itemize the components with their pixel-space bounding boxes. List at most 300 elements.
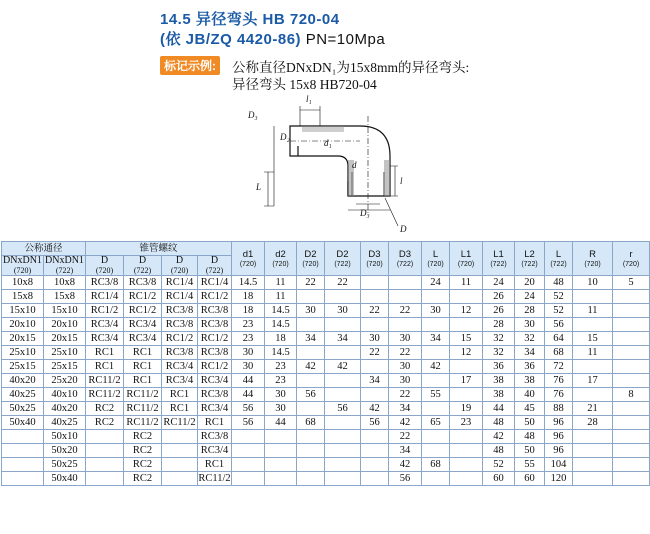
table-cell: RC1 (86, 360, 124, 374)
table-cell (613, 444, 650, 458)
table-cell: 23 (232, 318, 265, 332)
table-cell: 50x20 (44, 444, 86, 458)
table-row (2, 416, 650, 430)
table-cell: 32 (515, 332, 545, 346)
table-cell (297, 290, 325, 304)
table-cell: RC1/4 (162, 290, 198, 304)
table-cell (325, 458, 361, 472)
table-cell: 65 (422, 416, 450, 430)
table-row (2, 458, 650, 472)
table-cell (325, 416, 361, 430)
header-dn-722 (44, 256, 86, 276)
table-cell: 76 (545, 388, 573, 402)
pressure-rating: PN=10Mpa (301, 31, 386, 48)
table-cell: 30 (389, 374, 422, 388)
table-cell (265, 458, 297, 472)
table-cell: RC11/2 (124, 416, 162, 430)
table-cell: RC1/2 (198, 360, 232, 374)
header-col-std: (720) (239, 260, 257, 268)
header-col-std: (720) (457, 260, 475, 268)
table-cell: RC1/2 (198, 332, 232, 346)
table-cell: 11 (450, 276, 483, 290)
table-cell (573, 444, 613, 458)
table-cell: 34 (422, 332, 450, 346)
header-col-name: L2 (524, 248, 535, 260)
header-col-name: D (100, 255, 109, 266)
table-cell: RC3/8 (198, 318, 232, 332)
header-col-std: (720) (622, 260, 640, 268)
table-cell: RC1/2 (198, 290, 232, 304)
table-cell: RC1 (124, 346, 162, 360)
table-cell: 30 (297, 304, 325, 318)
header-col-std: (720) (366, 260, 383, 268)
table-cell: 18 (232, 290, 265, 304)
table-cell (422, 402, 450, 416)
table-row (2, 290, 650, 304)
table-cell: 96 (545, 416, 573, 430)
table-cell: 96 (545, 430, 573, 444)
header-col-name: d2 (275, 248, 286, 260)
table-cell: 14.5 (265, 304, 297, 318)
header-col-std: (722) (334, 260, 351, 268)
header-col-std: (722) (396, 260, 414, 268)
header-col-std: (722) (521, 260, 538, 268)
table-cell (86, 472, 124, 486)
header-col-std: (720) (302, 260, 319, 268)
header-col-name: D3 (368, 248, 381, 260)
table-cell: 68 (545, 346, 573, 360)
header-col-r-720 (573, 242, 613, 276)
table-row (2, 388, 650, 402)
table-cell: RC2 (124, 430, 162, 444)
table-cell: 5 (613, 276, 650, 290)
table-cell: 24 (422, 276, 450, 290)
table-cell: 32 (483, 346, 515, 360)
table-cell: 28 (573, 416, 613, 430)
table-cell: RC3/8 (124, 276, 162, 290)
table-cell: 15 (573, 332, 613, 346)
table-cell: 38 (515, 374, 545, 388)
table-cell: 36 (515, 360, 545, 374)
label-d1: d₁ (324, 138, 332, 148)
table-cell: 34 (325, 332, 361, 346)
table-cell (232, 472, 265, 486)
header-col-d-722 (198, 256, 232, 276)
table-row (2, 360, 650, 374)
table-cell (450, 290, 483, 304)
table-cell (613, 430, 650, 444)
table-cell (573, 360, 613, 374)
table-cell: 104 (545, 458, 573, 472)
label-D: D (400, 224, 407, 234)
table-cell: RC3/4 (124, 332, 162, 346)
table-cell (2, 444, 44, 458)
table-cell: 15x10 (2, 304, 44, 318)
header-col-name: L (432, 248, 439, 260)
table-cell (450, 388, 483, 402)
table-cell: 17 (573, 374, 613, 388)
table-cell: 42 (297, 360, 325, 374)
table-cell: 12 (450, 304, 483, 318)
table-cell (613, 458, 650, 472)
header-col-std: (722) (205, 266, 224, 275)
table-cell: 52 (545, 304, 573, 318)
table-cell: 40x20 (44, 402, 86, 416)
header-col-name: D (210, 255, 219, 266)
table-cell: 40x10 (44, 388, 86, 402)
header-col-std: (720) (95, 266, 114, 275)
table-cell (613, 290, 650, 304)
table-cell: 34 (389, 444, 422, 458)
table-cell: RC3/4 (124, 318, 162, 332)
table-cell (361, 276, 389, 290)
header-col-name: L1 (460, 248, 472, 260)
table-cell: 50 (515, 444, 545, 458)
table-cell: RC1/4 (162, 276, 198, 290)
table-cell: 11 (265, 290, 297, 304)
table-cell: 50 (515, 416, 545, 430)
header-col-d2-720 (265, 242, 297, 276)
table-cell: 52 (483, 458, 515, 472)
table-cell: 30 (265, 388, 297, 402)
table-cell: 44 (232, 374, 265, 388)
table-cell: 22 (389, 304, 422, 318)
example-badge: 标记示例: (160, 56, 220, 75)
table-cell: 11 (573, 346, 613, 360)
table-cell: 25x15 (2, 360, 44, 374)
table-cell: 72 (545, 360, 573, 374)
header-col-l-722 (545, 242, 573, 276)
table-cell (297, 430, 325, 444)
table-cell: 25x10 (44, 346, 86, 360)
table-cell (361, 472, 389, 486)
table-cell: RC2 (86, 416, 124, 430)
table-cell: RC1/4 (198, 276, 232, 290)
table-cell: 24 (515, 290, 545, 304)
label-l1: l₁ (306, 94, 312, 104)
table-row (2, 430, 650, 444)
table-cell: RC3/4 (198, 402, 232, 416)
table-cell (422, 444, 450, 458)
header-col-d1-720 (232, 242, 265, 276)
header-col-name: d1 (242, 248, 254, 260)
header-col-std: (720) (170, 266, 189, 275)
header-col-l1-720 (450, 242, 483, 276)
table-cell: 14.5 (265, 318, 297, 332)
header-col-name: L (555, 248, 562, 260)
table-cell (297, 444, 325, 458)
table-cell: 50x25 (2, 402, 44, 416)
table-row (2, 444, 650, 458)
table-cell: 48 (515, 430, 545, 444)
table-cell: 15x10 (44, 304, 86, 318)
table-cell: 38 (483, 388, 515, 402)
table-cell: RC1/2 (124, 304, 162, 318)
table-cell: RC1 (162, 402, 198, 416)
table-cell: 22 (389, 346, 422, 360)
table-cell: RC3/8 (198, 388, 232, 402)
table-cell: 30 (232, 346, 265, 360)
table-cell (573, 318, 613, 332)
table-cell: 25x20 (44, 374, 86, 388)
label-d3-bottom: D₃ (360, 208, 370, 218)
table-cell (361, 458, 389, 472)
table-cell: 68 (297, 416, 325, 430)
table-cell: 120 (545, 472, 573, 486)
table-cell: 56 (389, 472, 422, 486)
table-cell: 32 (483, 332, 515, 346)
table-cell: 42 (422, 360, 450, 374)
table-cell: RC1/4 (86, 290, 124, 304)
table-cell: 10x8 (2, 276, 44, 290)
label-L: L (256, 182, 262, 192)
table-cell (325, 472, 361, 486)
table-cell: RC1 (162, 388, 198, 402)
table-cell (389, 318, 422, 332)
header-group-dn: 公称通径 (2, 242, 86, 256)
table-cell: 15x8 (2, 290, 44, 304)
table-cell: RC3/8 (198, 430, 232, 444)
table-cell: 48 (483, 444, 515, 458)
table-cell: 38 (483, 374, 515, 388)
standard-ref: (依 JB/ZQ 4420-86) (160, 31, 302, 48)
label-d2: D₂ (280, 132, 290, 142)
table-cell (573, 430, 613, 444)
table-cell: 56 (297, 388, 325, 402)
table-cell: 34 (515, 346, 545, 360)
table-cell: 19 (450, 402, 483, 416)
header-col-std: (722) (133, 266, 152, 275)
table-cell: 14.5 (265, 346, 297, 360)
table-cell: 20x10 (2, 318, 44, 332)
table-cell (450, 458, 483, 472)
table-cell: 50x40 (44, 472, 86, 486)
table-cell: 56 (232, 402, 265, 416)
table-cell (297, 472, 325, 486)
table-cell: 23 (265, 374, 297, 388)
table-cell (265, 430, 297, 444)
table-cell: 21 (573, 402, 613, 416)
table-cell: 34 (389, 402, 422, 416)
table-cell (162, 430, 198, 444)
header-col-name: D2 (336, 248, 349, 260)
header-col-l-720 (422, 242, 450, 276)
table-cell: 22 (389, 430, 422, 444)
table-cell: 25x15 (44, 360, 86, 374)
table-cell: 55 (515, 458, 545, 472)
table-cell: 68 (422, 458, 450, 472)
table-cell: 96 (545, 444, 573, 458)
table-cell: 25x10 (2, 346, 44, 360)
table-cell: 22 (361, 346, 389, 360)
table-cell: 30 (389, 360, 422, 374)
table-cell: RC3/8 (198, 346, 232, 360)
table-cell: 40x25 (44, 416, 86, 430)
table-cell: 30 (422, 304, 450, 318)
table-cell (86, 430, 124, 444)
table-cell (325, 444, 361, 458)
table-cell: 12 (450, 346, 483, 360)
header-col-name: L1 (493, 248, 504, 260)
table-cell: 8 (613, 388, 650, 402)
table-cell: 26 (483, 290, 515, 304)
table-cell: 44 (483, 402, 515, 416)
table-cell: 22 (389, 388, 422, 402)
table-cell (297, 374, 325, 388)
table-cell (422, 374, 450, 388)
table-cell: 50x25 (44, 458, 86, 472)
table-cell (422, 318, 450, 332)
table-cell: RC3/8 (162, 318, 198, 332)
table-cell (450, 444, 483, 458)
table-cell: RC1/2 (162, 332, 198, 346)
label-d: d (352, 160, 357, 170)
table-row (2, 304, 650, 318)
table-cell: RC2 (124, 458, 162, 472)
table-cell (613, 402, 650, 416)
header-col-d-720 (162, 256, 198, 276)
example-line-1: 公称直径DNxDN₁为15x8mm的异径弯头: (232, 60, 470, 75)
table-cell: 88 (545, 402, 573, 416)
table-row (2, 332, 650, 346)
header-row (2, 242, 650, 256)
table-cell: 11 (265, 276, 297, 290)
table-cell: RC3/4 (162, 374, 198, 388)
table-cell: 34 (361, 374, 389, 388)
table-cell (450, 430, 483, 444)
table-cell: 23 (265, 360, 297, 374)
table-cell: 20x15 (44, 332, 86, 346)
table-cell: RC3/8 (162, 346, 198, 360)
table-row (2, 318, 650, 332)
header-col-std: (720) (584, 260, 601, 268)
table-cell: 45 (515, 402, 545, 416)
header-col-r-720 (613, 242, 650, 276)
table-cell: RC2 (124, 472, 162, 486)
header-col-d-720 (86, 256, 124, 276)
table-cell: 48 (545, 276, 573, 290)
elbow-drawing (240, 86, 420, 236)
table-cell: 28 (515, 304, 545, 318)
header-col-d2-720 (297, 242, 325, 276)
header-col-std: (722) (550, 260, 567, 268)
label-l: l (400, 176, 403, 186)
table-row (2, 472, 650, 486)
table-cell (325, 318, 361, 332)
table-cell: 40x20 (2, 374, 44, 388)
table-cell (361, 318, 389, 332)
table-row (2, 346, 650, 360)
header-col-d3-722 (389, 242, 422, 276)
table-cell (232, 430, 265, 444)
table-cell (573, 458, 613, 472)
table-cell: RC2 (86, 402, 124, 416)
table-cell (232, 458, 265, 472)
table-cell (361, 430, 389, 444)
table-cell: 48 (483, 416, 515, 430)
table-cell: 15x8 (44, 290, 86, 304)
example-line-2: 异径弯头 15x8 HB720-04 (232, 77, 377, 92)
table-cell: RC3/4 (86, 332, 124, 346)
table-cell (361, 388, 389, 402)
table-cell: 64 (545, 332, 573, 346)
table-cell: RC11/2 (198, 472, 231, 484)
dimension-table (1, 241, 650, 486)
table-cell: 11 (573, 304, 613, 318)
table-cell: 50x40 (2, 416, 44, 430)
table-cell (573, 388, 613, 402)
table-cell: 15 (450, 332, 483, 346)
table-cell (265, 444, 297, 458)
table-cell: RC1/2 (124, 290, 162, 304)
table-cell: 30 (515, 318, 545, 332)
table-cell (613, 304, 650, 318)
table-cell: 24 (483, 276, 515, 290)
table-cell: 44 (265, 416, 297, 430)
table-cell: 60 (515, 472, 545, 486)
table-cell: 20 (515, 276, 545, 290)
table-cell: 28 (483, 318, 515, 332)
table-cell: RC11/2 (163, 416, 196, 428)
table-cell: RC11/2 (86, 388, 124, 402)
table-cell: 52 (545, 290, 573, 304)
table-cell (422, 472, 450, 486)
table-cell: 30 (265, 402, 297, 416)
header-col-std: (720) (427, 260, 444, 268)
table-cell (450, 360, 483, 374)
table-cell (573, 472, 613, 486)
header-col-name: D2 (304, 248, 317, 260)
table-cell: 40x25 (2, 388, 44, 402)
table-cell (389, 276, 422, 290)
table-cell (361, 290, 389, 304)
table-row (2, 276, 650, 290)
table-cell: RC1 (198, 458, 232, 472)
table-cell: 14.5 (232, 276, 265, 290)
table-cell (162, 458, 198, 472)
table-cell (613, 346, 650, 360)
table-cell (613, 416, 650, 430)
table-cell: RC11/2 (86, 374, 124, 388)
table-cell: 18 (265, 332, 297, 346)
table-cell: RC1 (86, 346, 124, 360)
table-cell (450, 318, 483, 332)
table-cell: 44 (232, 388, 265, 402)
header-dn-720 (2, 256, 44, 276)
table-cell: RC3/4 (162, 360, 198, 374)
table-cell (422, 430, 450, 444)
table-cell: 42 (389, 416, 422, 430)
table-cell (613, 472, 650, 486)
header-col-d-722 (124, 256, 162, 276)
header-col-name: D (138, 255, 147, 266)
header-col-std: (722) (490, 260, 507, 268)
table-cell: 30 (325, 304, 361, 318)
table-cell: RC1 (198, 416, 232, 430)
table-cell (450, 472, 483, 486)
table-cell (297, 346, 325, 360)
table-cell: 22 (297, 276, 325, 290)
table-cell: RC3/8 (86, 276, 124, 290)
table-cell: 42 (483, 430, 515, 444)
header-col-std: (722) (55, 266, 74, 275)
table-cell (325, 346, 361, 360)
table-cell: 56 (361, 416, 389, 430)
table-cell (389, 290, 422, 304)
table-cell (86, 458, 124, 472)
table-cell: 42 (361, 402, 389, 416)
table-cell: 56 (325, 402, 361, 416)
